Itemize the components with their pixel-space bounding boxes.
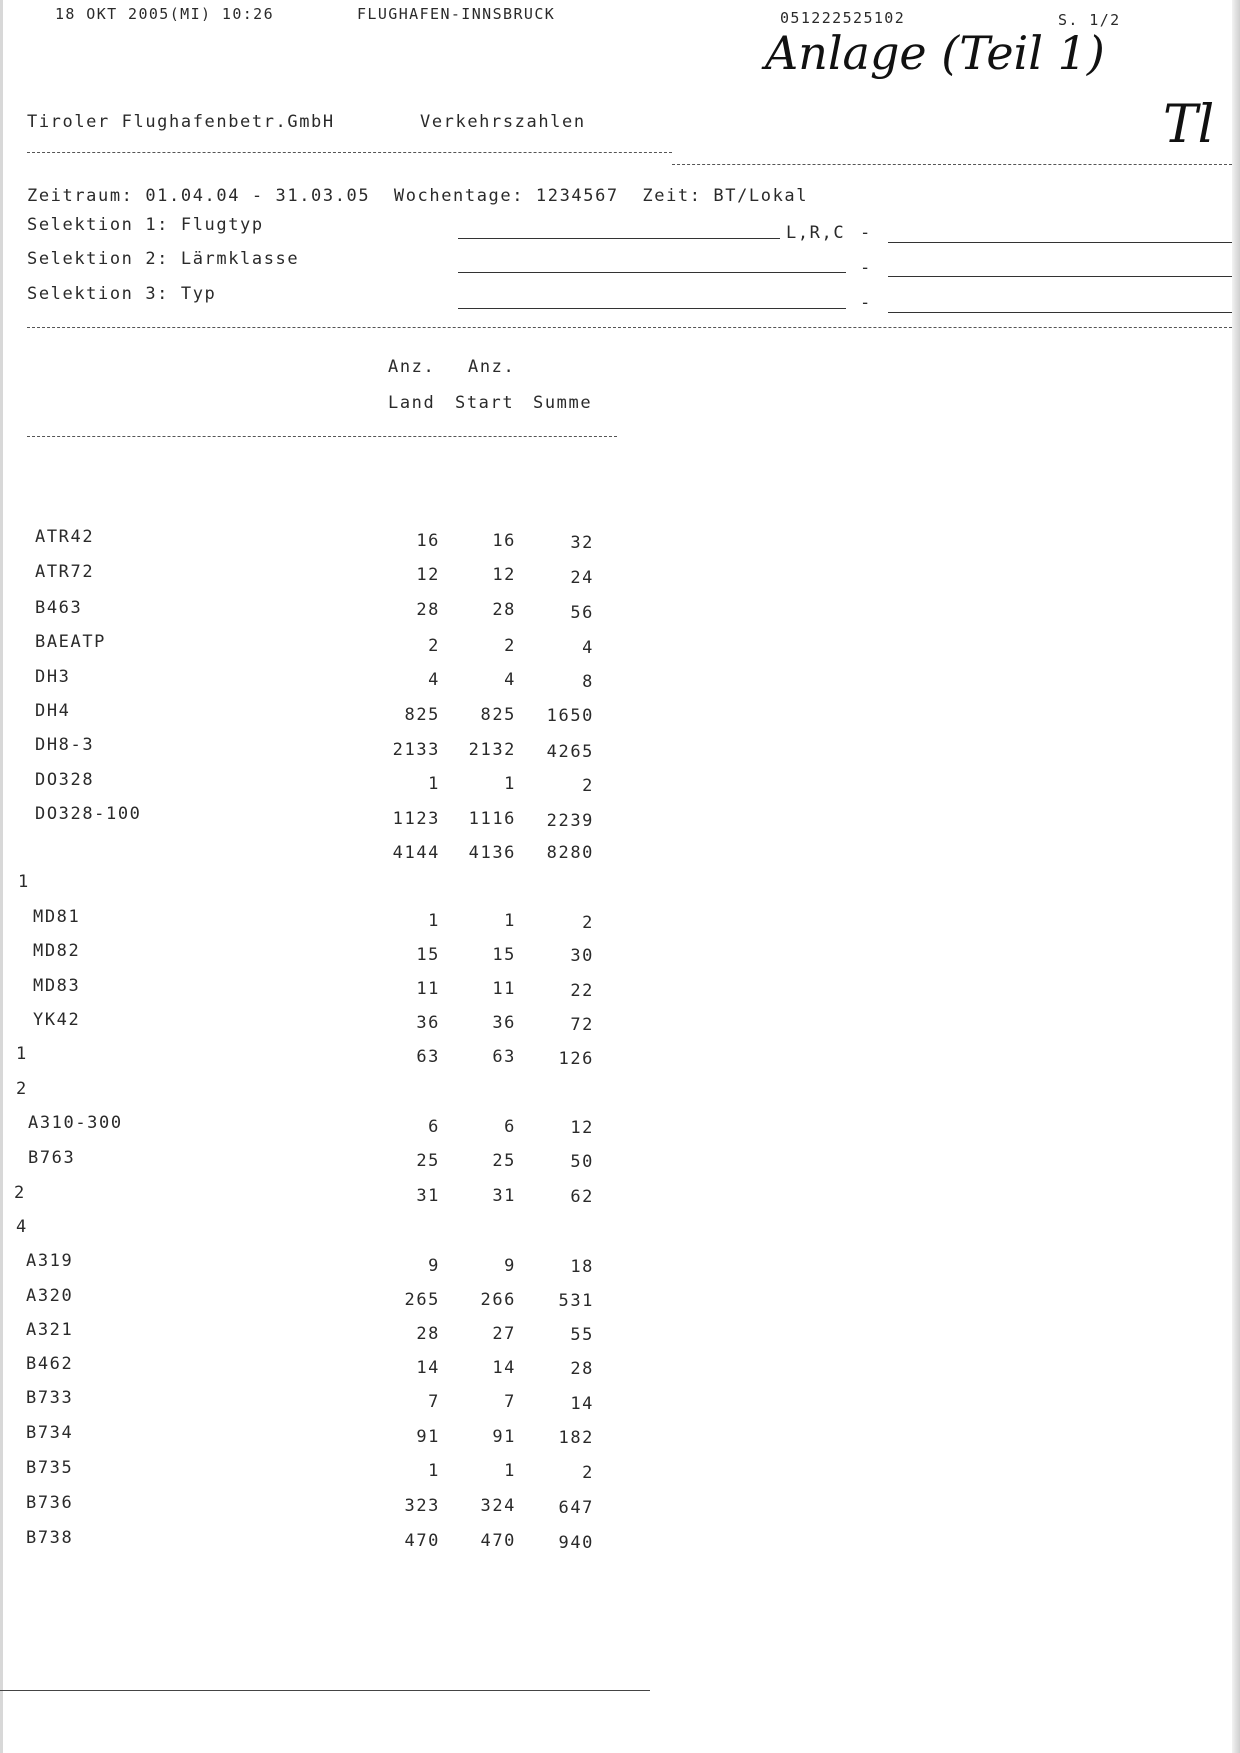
row-label: DH3 (35, 667, 71, 687)
row-start: 91 (492, 1427, 516, 1447)
row-sum: 2239 (546, 811, 594, 831)
row-sum: 22 (570, 981, 594, 1001)
row-land: 4144 (392, 843, 440, 863)
row-land: 323 (404, 1496, 440, 1516)
row-land: 2 (428, 636, 440, 656)
row-sum: 2 (582, 913, 594, 933)
row-land: 1123 (392, 809, 440, 829)
bottom-rule (0, 1690, 650, 1691)
row-start: 15 (492, 945, 516, 965)
row-land: 28 (416, 600, 440, 620)
row-start: 1 (504, 911, 516, 931)
selection-2-line (458, 272, 846, 273)
row-label: B735 (26, 1458, 74, 1478)
row-sum: 2 (582, 1463, 594, 1483)
row-land: 63 (416, 1047, 440, 1067)
row-label: A321 (26, 1320, 74, 1340)
row-land: 16 (416, 531, 440, 551)
selection-2-label: Selektion 2: Lärmklasse (27, 249, 300, 269)
row-sum: 28 (570, 1359, 594, 1379)
group-label: 4 (16, 1217, 28, 1237)
row-sum: 2 (582, 776, 594, 796)
row-land: 470 (404, 1531, 440, 1551)
row-sum: 126 (558, 1049, 594, 1069)
divider-top-right (672, 164, 1232, 165)
scan-left-edge (0, 0, 3, 1753)
row-start: 27 (492, 1324, 516, 1344)
fax-number: 051222525102 (780, 9, 906, 27)
row-start: 14 (492, 1358, 516, 1378)
group-label: 2 (16, 1079, 28, 1099)
selection-3-separator: - (860, 293, 872, 313)
row-label: DO328-100 (35, 804, 142, 824)
row-start: 324 (480, 1496, 516, 1516)
row-sum: 4 (582, 638, 594, 658)
row-label: MD81 (33, 907, 81, 927)
row-start: 6 (504, 1117, 516, 1137)
row-start: 25 (492, 1151, 516, 1171)
row-sum: 940 (558, 1533, 594, 1553)
row-land: 25 (416, 1151, 440, 1171)
group-total-label: 1 (16, 1044, 28, 1064)
row-sum: 647 (558, 1498, 594, 1518)
row-label: B736 (26, 1493, 74, 1513)
divider-top-left (27, 152, 672, 153)
row-sum: 30 (570, 946, 594, 966)
row-sum: 531 (558, 1291, 594, 1311)
row-start: 36 (492, 1013, 516, 1033)
row-land: 6 (428, 1117, 440, 1137)
row-land: 7 (428, 1392, 440, 1412)
row-label: YK42 (33, 1010, 81, 1030)
row-sum: 50 (570, 1152, 594, 1172)
company-name: Tiroler Flughafenbetr.GmbH (27, 112, 335, 132)
selection-1-line (458, 238, 780, 239)
row-start: 31 (492, 1186, 516, 1206)
fax-sender: FLUGHAFEN-INNSBRUCK (357, 5, 556, 23)
handwritten-note: Anlage (Teil 1) (765, 26, 1105, 80)
selection-1-line-right (888, 242, 1232, 243)
period-line: Zeitraum: 01.04.04 - 31.03.05 Wochentage: 1234567 Zeit: BT/Lokal (27, 186, 809, 206)
row-start: 2132 (468, 740, 516, 760)
row-sum: 56 (570, 603, 594, 623)
row-label: ATR42 (35, 527, 95, 547)
row-sum: 55 (570, 1325, 594, 1345)
row-land: 28 (416, 1324, 440, 1344)
row-land: 825 (404, 705, 440, 725)
row-start: 4136 (468, 843, 516, 863)
selection-2-separator: - (860, 258, 872, 278)
fax-page: S. 1/2 (1058, 11, 1121, 29)
divider-middle (27, 327, 1232, 328)
row-land: 15 (416, 945, 440, 965)
fax-datetime: 18 OKT 2005(MI) 10:26 (55, 5, 275, 23)
selection-2-line-right (888, 276, 1232, 277)
row-sum: 182 (558, 1428, 594, 1448)
selection-3-line-right (888, 312, 1232, 313)
row-start: 11 (492, 979, 516, 999)
row-start: 825 (480, 705, 516, 725)
row-sum: 24 (570, 568, 594, 588)
row-start: 16 (492, 531, 516, 551)
row-label: BAEATP (35, 632, 107, 652)
col-start-header-top: Anz. (468, 357, 516, 377)
row-land: 91 (416, 1427, 440, 1447)
row-sum: 8280 (546, 843, 594, 863)
row-label: ATR72 (35, 562, 95, 582)
row-label: DO328 (35, 770, 95, 790)
row-start: 7 (504, 1392, 516, 1412)
row-start: 9 (504, 1256, 516, 1276)
row-land: 14 (416, 1358, 440, 1378)
row-start: 470 (480, 1531, 516, 1551)
row-label: B463 (35, 598, 83, 618)
selection-3-label: Selektion 3: Typ (27, 284, 217, 304)
row-sum: 32 (570, 533, 594, 553)
row-start: 1116 (468, 809, 516, 829)
col-land-header-top: Anz. (388, 357, 436, 377)
row-sum: 1650 (546, 706, 594, 726)
handwritten-corner-mark: Tl (1163, 95, 1215, 155)
row-label: DH4 (35, 701, 71, 721)
row-label: MD82 (33, 941, 81, 961)
row-start: 12 (492, 565, 516, 585)
row-start: 1 (504, 1461, 516, 1481)
selection-1-value: L,R,C (786, 223, 846, 243)
row-sum: 62 (570, 1187, 594, 1207)
row-label: A320 (26, 1286, 74, 1306)
row-land: 9 (428, 1256, 440, 1276)
divider-columns (27, 436, 617, 437)
row-land: 31 (416, 1186, 440, 1206)
row-land: 1 (428, 911, 440, 931)
row-land: 4 (428, 670, 440, 690)
row-start: 1 (504, 774, 516, 794)
row-land: 11 (416, 979, 440, 999)
group-label: 1 (18, 872, 30, 892)
selection-1-separator: - (860, 223, 872, 243)
row-label: B738 (26, 1528, 74, 1548)
row-label: MD83 (33, 976, 81, 996)
row-label: B763 (28, 1148, 76, 1168)
selection-3-line (458, 308, 846, 309)
row-sum: 12 (570, 1118, 594, 1138)
row-land: 1 (428, 774, 440, 794)
row-land: 265 (404, 1290, 440, 1310)
row-sum: 8 (582, 672, 594, 692)
scan-right-edge (1232, 0, 1240, 1753)
row-label: A310-300 (28, 1113, 123, 1133)
row-start: 28 (492, 600, 516, 620)
row-sum: 72 (570, 1015, 594, 1035)
row-land: 1 (428, 1461, 440, 1481)
row-start: 2 (504, 636, 516, 656)
row-start: 63 (492, 1047, 516, 1067)
row-label: B734 (26, 1423, 74, 1443)
row-label: B462 (26, 1354, 74, 1374)
col-sum-header-bottom: Summe (533, 393, 593, 413)
row-sum: 4265 (546, 742, 594, 762)
row-land: 12 (416, 565, 440, 585)
row-sum: 14 (570, 1394, 594, 1414)
row-label: B733 (26, 1388, 74, 1408)
group-total-label: 2 (14, 1183, 26, 1203)
selection-1-label: Selektion 1: Flugtyp (27, 215, 264, 235)
row-start: 266 (480, 1290, 516, 1310)
row-land: 2133 (392, 740, 440, 760)
col-land-header-bottom: Land (388, 393, 436, 413)
row-sum: 18 (570, 1257, 594, 1277)
report-title: Verkehrszahlen (420, 112, 586, 132)
row-label: DH8-3 (35, 735, 95, 755)
row-land: 36 (416, 1013, 440, 1033)
col-start-header-bottom: Start (455, 393, 515, 413)
row-label: A319 (26, 1251, 74, 1271)
row-start: 4 (504, 670, 516, 690)
